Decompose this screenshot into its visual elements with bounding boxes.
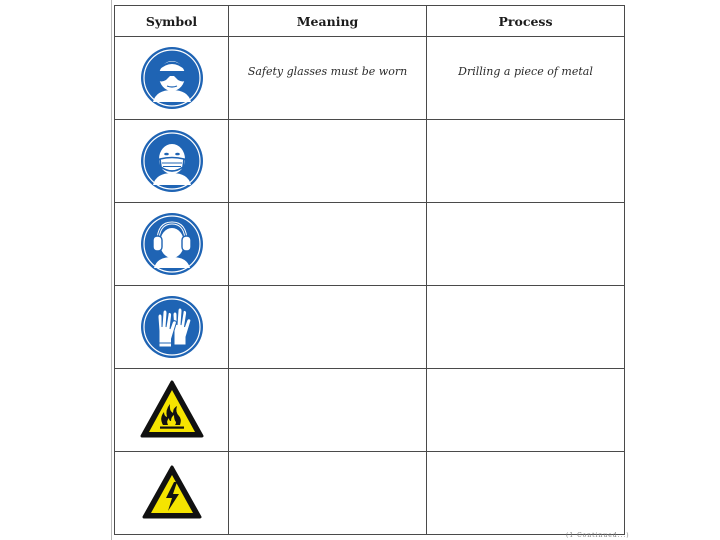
symbol-cell bbox=[115, 286, 229, 369]
table-row bbox=[115, 120, 625, 203]
meaning-cell[interactable] bbox=[229, 286, 427, 369]
table-row bbox=[115, 203, 625, 286]
meaning-cell[interactable] bbox=[229, 203, 427, 286]
process-text: Drilling a piece of metal bbox=[458, 64, 593, 78]
table-row bbox=[115, 369, 625, 452]
process-cell[interactable] bbox=[427, 369, 625, 452]
process-cell bbox=[427, 37, 625, 120]
flammable-warning-icon bbox=[139, 379, 205, 441]
footer-note: (1 Continued...) bbox=[566, 532, 630, 539]
page-edge-line bbox=[111, 0, 112, 540]
electrical-hazard-icon bbox=[141, 464, 203, 522]
header-meaning: Meaning bbox=[229, 6, 427, 37]
safety-glasses-icon bbox=[140, 46, 204, 110]
header-symbol: Symbol bbox=[115, 6, 229, 37]
process-cell[interactable] bbox=[427, 203, 625, 286]
process-cell[interactable] bbox=[427, 452, 625, 535]
table-row bbox=[115, 452, 625, 535]
table-header-row bbox=[115, 6, 625, 37]
header-process: Process bbox=[427, 6, 625, 37]
process-cell[interactable] bbox=[427, 286, 625, 369]
safety-signs-table bbox=[114, 5, 625, 535]
symbol-cell bbox=[115, 203, 229, 286]
ear-protection-icon bbox=[140, 212, 204, 276]
meaning-cell[interactable] bbox=[229, 120, 427, 203]
meaning-cell bbox=[229, 37, 427, 120]
symbol-cell bbox=[115, 120, 229, 203]
process-cell[interactable] bbox=[427, 120, 625, 203]
table-row bbox=[115, 37, 625, 120]
face-mask-icon bbox=[140, 129, 204, 193]
meaning-cell[interactable] bbox=[229, 369, 427, 452]
safety-gloves-icon bbox=[140, 295, 204, 359]
meaning-cell[interactable] bbox=[229, 452, 427, 535]
table-row bbox=[115, 286, 625, 369]
symbol-cell bbox=[115, 369, 229, 452]
meaning-text: Safety glasses must be worn bbox=[247, 64, 408, 78]
symbol-cell bbox=[115, 37, 229, 120]
symbol-cell bbox=[115, 452, 229, 535]
